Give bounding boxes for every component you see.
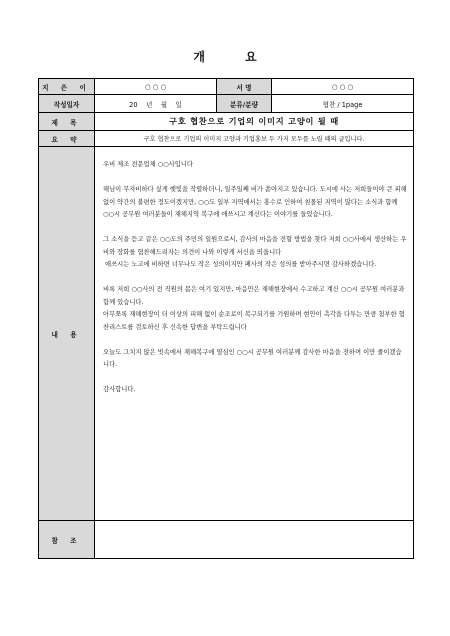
content-paragraph: 오늘도 그치지 않은 빗속에서 재해복구에 열심인 ○○시 공무원 여러분께 감사한 마음을 전하며 이만 줄이겠습니다.: [103, 348, 402, 368]
date-row: [39, 95, 414, 113]
content-paragraph: 감사합니다.: [103, 386, 136, 393]
document-title: 개 요: [193, 50, 275, 64]
reference-row: [39, 521, 414, 559]
summary-value: 구호 협찬으로 기업의 이미지 고양과 기업홍보 두 가지 모두를 노릴 때의 글입니다.: [95, 131, 414, 147]
summary-form-table: [38, 78, 414, 559]
content-paragraph: 해님이 무자비하다 싶게 햇빛을 작렬하더니, 일주일째 비가 쏟아지고 있습니다. 도시에 사는 저희들이야 큰 피해 없이 약간의 불편한 정도이겠지만, ○○도 일부 지역에서는 홍수로 인하여 침몰된 지역이 많다는 소식과 함께 ○○시 공무원 여러분들이 재해지역 복구에 애쓰시고 계신다는 이야기를 들었습니다.: [103, 186, 407, 218]
reference-value: [95, 521, 414, 559]
author-label: 지 은 이: [39, 79, 95, 95]
reference-label: 참 조: [39, 521, 95, 559]
content-paragraph: 그 소식을 듣고 같은 ○○도의 주민의 일원으로서, 감사의 마음을 전할 방법을 찾다 저희 ○○사에서 생산하는 우비와 장화를 협찬해드리자는 의견이 나와 이렇게 서신을 띄웁니다: [103, 236, 407, 256]
signature-value: ○ ○ ○: [272, 79, 414, 95]
content-paragraph: 아무쪼록 재해현장이 더 이상의 피해 없이 순조로이 복구되기를 기원하며 현안이 촉각을 다투는 만큼 첨부한 협찬리스트를 검토하신 후 신속한 답변을 부탁드립니다: [103, 311, 405, 331]
signature-label: 서 명: [217, 79, 272, 95]
date-label: 작성일자: [39, 95, 95, 113]
category-value: 협찬 / 1page: [272, 95, 414, 113]
category-label: 분류/분량: [217, 95, 272, 113]
summary-row: [39, 131, 414, 147]
content-body: [95, 147, 414, 521]
summary-label: 요 약: [39, 131, 95, 147]
date-value: 20 년 월 일: [95, 95, 217, 113]
content-paragraph: 애쓰시는 노고에 비하면 너무나도 작은 성의이지만 폐사의 작은 성의를 받아주시면 감사하겠습니다.: [103, 261, 377, 268]
author-value: ○ ○ ○: [95, 79, 217, 95]
content-row: [39, 147, 414, 521]
content-paragraph: 우비 제조 전문업체 ○○사입니다: [103, 161, 193, 168]
author-row: [39, 79, 414, 95]
subject-value: 구호 협찬으로 기업의 이미지 고양이 될 때: [95, 113, 414, 131]
content-paragraph: 비록 저희 ○○사의 전 직원의 몸은 여기 있지만, 마음만은 재해현장에서 수고하고 계신 ○○시 공무원 여러분과 함께 있습니다.: [103, 286, 405, 306]
subject-row: [39, 113, 414, 131]
subject-label: 제 목: [39, 113, 95, 131]
content-label: 내 용: [39, 147, 95, 521]
